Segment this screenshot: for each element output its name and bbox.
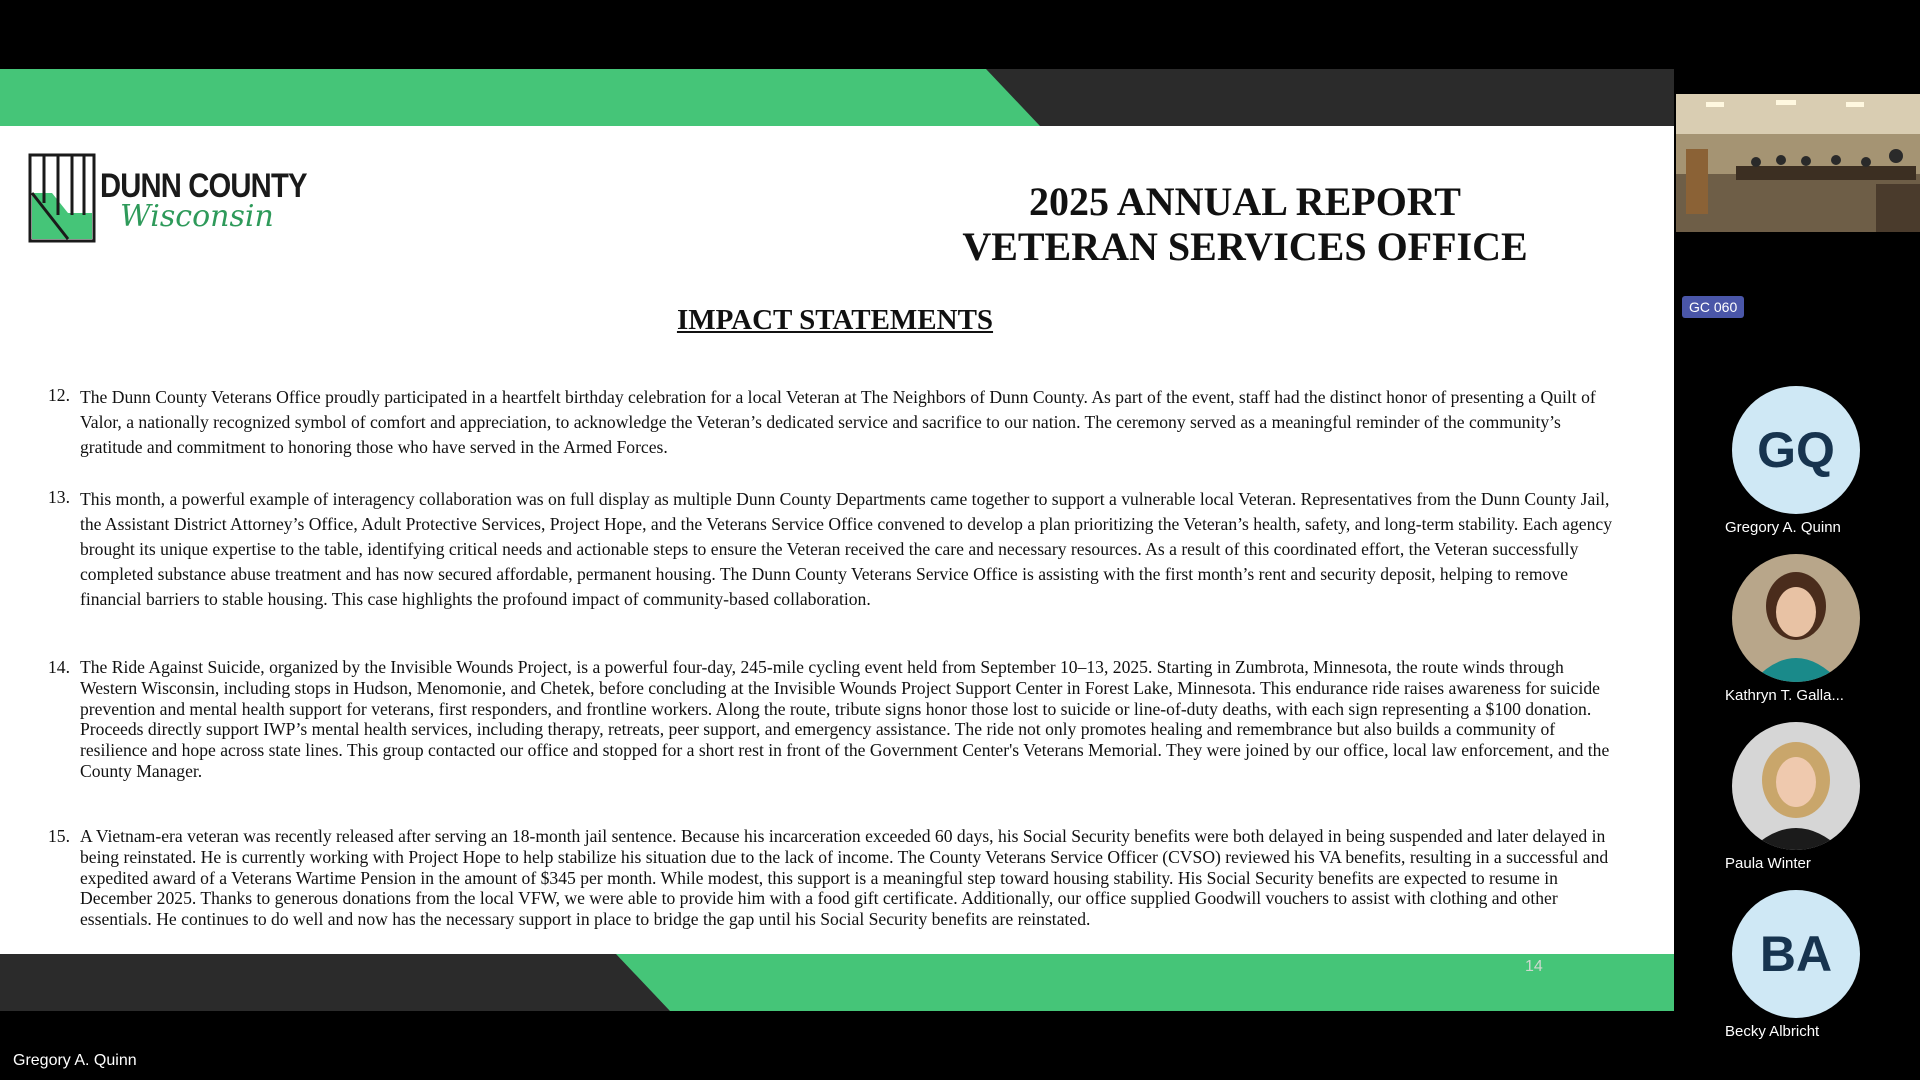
slide-top-band bbox=[0, 69, 1674, 126]
impact-statement-15 bbox=[48, 826, 1623, 930]
avatar: BA bbox=[1732, 890, 1860, 1018]
meeting-room-video[interactable] bbox=[1676, 94, 1920, 232]
report-title bbox=[920, 179, 1570, 269]
statement-text: A Vietnam-era veteran was recently released after serving an 18-month jail sentence. Because his incarceration exceeded 60 days, his Social Security benefits were both delayed in being suspended and later delayed in being reinstated. He is currently working with Project Hope to help stabilize his situation due to the lack of income. The County Veterans Service Officer (CVSO) reviewed his VA benefits, resulting in a successful and expedited award of a Veterans Wartime Pension in the amount of $345 per month. While modest, this support is a meaningful step toward housing stability. His Social Security benefits are expected to resume in December 2025. Thanks to generous donations from the local VFW, we were able to provide him with a food gift certificate. Additionally, our office supplied Goodwill vouchers to assist with clothing and other essentials. He continues to do well and now has the necessary support in place to bridge the gap until his Social Security benefits are reinstated. bbox=[80, 826, 1609, 930]
person-photo-icon bbox=[1732, 554, 1860, 682]
participant-name: Kathryn T. Galla... bbox=[1725, 687, 1844, 704]
avatar bbox=[1732, 554, 1860, 682]
statement-number: 15. bbox=[48, 826, 70, 846]
shared-slide bbox=[0, 69, 1674, 1011]
room-badge: GC 060 bbox=[1682, 296, 1744, 318]
impact-statement-13 bbox=[48, 487, 1623, 612]
logo-state-name: Wisconsin bbox=[120, 199, 274, 234]
participant-tile-kathryn-galla[interactable] bbox=[1700, 554, 1910, 714]
statement-text: The Ride Against Suicide, organized by the Invisible Wounds Project, is a powerful four-day, 245-mile cycling event held from September 10–13, 2025. Starting in Zumbrota, Minnesota, the route winds through Western Wisconsin, including stops in Hudson, Menomonie, and Chetek, before concluding at the Invisible Wounds Project Support Center in Forest Lake, Minnesota. This endurance ride raises awareness for suicide prevention and mental health support for veterans, first responders, and frontline workers. Along the route, tribute signs honor those lost to suicide or line-of-duty deaths, with each sign representing a $100 donation. Proceeds directly support IWP’s mental health services, including therapy, retreats, peer support, and emergency assistance. The ride not only promotes healing and remembrance but also builds a community of resilience and hope across state lines. This group contacted our office and stopped for a short rest in front of the Government Center's Veterans Memorial. They were joined by our office, local law enforcement, and the County Manager. bbox=[80, 657, 1610, 781]
report-title-line-1: 2025 ANNUAL REPORT bbox=[1029, 179, 1461, 224]
participant-name: Paula Winter bbox=[1725, 855, 1811, 872]
page-number: 14 bbox=[1525, 958, 1543, 975]
statement-number: 13. bbox=[48, 487, 70, 507]
impact-statement-14 bbox=[48, 657, 1623, 782]
avatar: GQ bbox=[1732, 386, 1860, 514]
statement-number: 12. bbox=[48, 385, 70, 405]
avatar bbox=[1732, 722, 1860, 850]
statement-text: The Dunn County Veterans Office proudly participated in a heartfelt birthday celebration for a local Veteran at The Neighbors of Dunn County. As part of the event, staff had the distinct honor of presenting a Quilt of Valor, a nationally recognized symbol of comfort and appreciation, to acknowledge the Veteran’s dedicated service and sacrifice to our nation. The ceremony served as a meaningful reminder of the community’s gratitude and commitment to honoring those who have served in the Armed Forces. bbox=[80, 387, 1596, 457]
report-title-line-2: VETERAN SERVICES OFFICE bbox=[962, 224, 1528, 269]
dunn-county-logo bbox=[28, 153, 307, 253]
participant-tile-paula-winter[interactable] bbox=[1700, 722, 1910, 882]
participant-name: Gregory A. Quinn bbox=[1725, 519, 1841, 536]
participant-name: Becky Albricht bbox=[1725, 1023, 1820, 1040]
statement-number: 14. bbox=[48, 657, 70, 677]
participant-tile-becky-albricht[interactable] bbox=[1700, 890, 1910, 1050]
logo-county-name: DUNN COUNTY bbox=[100, 167, 307, 205]
person-photo-icon bbox=[1732, 722, 1860, 850]
county-map-icon bbox=[28, 153, 98, 243]
section-heading: IMPACT STATEMENTS bbox=[676, 304, 994, 336]
impact-statement-12 bbox=[48, 385, 1623, 460]
meeting-room-camera-icon bbox=[1676, 94, 1920, 232]
active-speaker-label: Gregory A. Quinn bbox=[13, 1052, 137, 1069]
slide-bottom-band bbox=[0, 954, 1674, 1011]
statement-text: This month, a powerful example of interagency collaboration was on full display as multiple Dunn County Departments came together to support a vulnerable local Veteran. Representatives from the Dunn County Jail, the Assistant District Attorney’s Office, Adult Protective Services, Project Hope, and the Veterans Service Office convened to develop a plan prioritizing the Veteran’s health, safety, and long-term stability. Each agency brought its unique expertise to the table, identifying critical needs and actionable steps to ensure the Veteran received the care and necessary resources. As a result of this coordinated effort, the Veteran successfully completed substance abuse treatment and has now secured affordable, permanent housing. The Dunn County Veterans Service Office is assisting with the first month’s rent and security deposit, helping to remove financial barriers to stable housing. This case highlights the profound impact of community-based collaboration. bbox=[80, 489, 1613, 609]
participant-tile-gregory-quinn[interactable] bbox=[1700, 386, 1910, 546]
